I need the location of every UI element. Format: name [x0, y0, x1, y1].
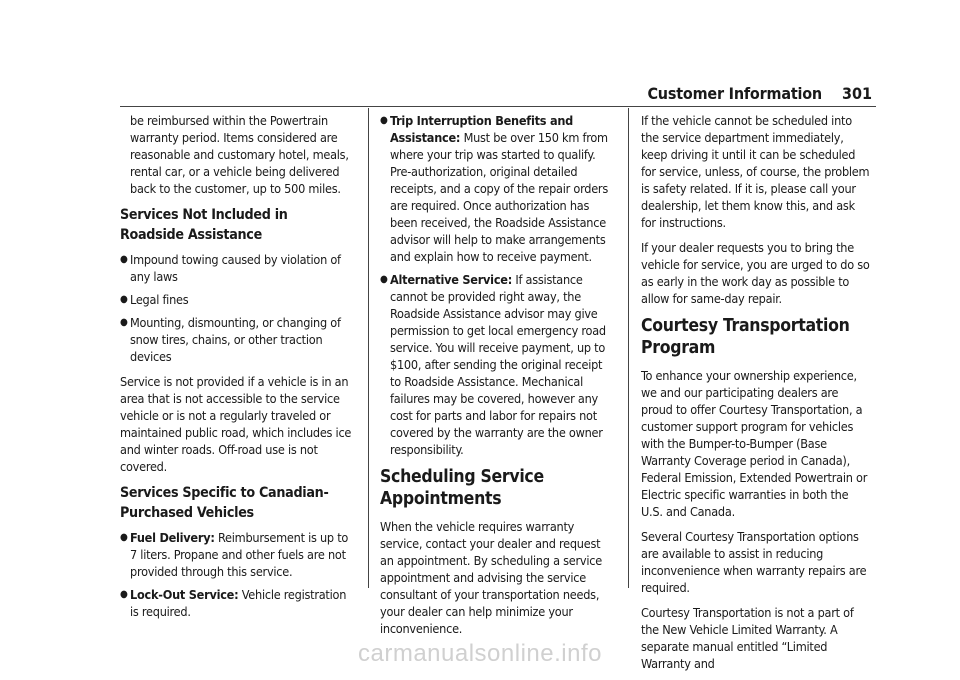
- heading-courtesy-transportation: Courtesy Transportation Program: [641, 316, 850, 358]
- list-item: ● Fuel Delivery: Reimbursement is up to 7 liters. Propane and other fuels are not provided through this service.: [120, 530, 349, 579]
- column-1: [120, 112, 352, 628]
- paragraph: Courtesy Transportation is not a part of the New Vehicle Limited Warranty. A separate manual entitled “Limited Warranty and: [641, 605, 854, 671]
- list-item: ● Alternative Service: If assistance cannot be provided right away, the Roadside Assistance advisor may give permission to get local emergency road service. You will receive payment, up to $100, after sending the original receipt to Roadside Assistance. Mechanical failures may be covered, however any cost for parts and labor for repairs not covered by the warranty are the owner responsibility.: [380, 272, 606, 457]
- list-item: ● Trip Interruption Benefits and Assistance: Must be over 150 km from where your trip was started to qualify. Pre-authorization, original detailed receipts, and a copy of the repair orders are required. Once authorization has been received, the Roadside Assistance advisor will help to make arrangements and explain how to receive payment.: [380, 113, 608, 264]
- paragraph: When the vehicle requires warranty service, contact your dealer and request an appointment. By scheduling a service appointment and advising the service consultant of your transportation needs, your dealer can help minimize your inconvenience.: [380, 519, 602, 636]
- section-title: Customer Information: [647, 84, 822, 103]
- column-2: [380, 112, 612, 645]
- list-item: ● Impound towing caused by violation of any laws: [120, 252, 341, 284]
- watermark: carmanualsonline.info: [358, 640, 602, 667]
- bullet-icon: ●: [120, 254, 128, 265]
- column-3: [641, 112, 873, 680]
- bullet-icon: ●: [380, 274, 388, 285]
- column-divider-1: [368, 108, 369, 588]
- benefits-list: [380, 112, 612, 458]
- heading-canadian-services: Services Specific to Canadian-Purchased Vehicles: [120, 485, 329, 521]
- paragraph: If your dealer requests you to bring the vehicle for service, you are urged to do so as early in the work day as possible to allow for same-day repair.: [641, 240, 870, 306]
- bullet-icon: ●: [120, 317, 128, 328]
- paragraph: Several Courtesy Transportation options are available to assist in reducing inconvenience when warranty repairs are required.: [641, 529, 867, 595]
- page-header: [120, 84, 876, 107]
- continued-paragraph: be reimbursed within the Powertrain warranty period. Items considered are reasonable and customary hotel, meals, rental car, or a vehicle being delivered back to the customer, up to 500 miles.: [130, 113, 349, 196]
- column-divider-2: [628, 108, 629, 588]
- bullet-icon: ●: [120, 589, 128, 600]
- bullet-icon: ●: [120, 532, 128, 543]
- bullet-icon: ●: [120, 294, 128, 305]
- exclusions-list: [120, 251, 352, 365]
- canadian-services-list: [120, 529, 352, 620]
- list-item: ● Legal fines: [120, 292, 189, 307]
- bullet-icon: ●: [380, 115, 388, 126]
- heading-scheduling-appointments: Scheduling Service Appointments: [380, 467, 544, 509]
- page-number: 301: [841, 84, 872, 103]
- paragraph: Service is not provided if a vehicle is in an area that is not accessible to the service vehicle or is not a regularly traveled or maintained public road, which includes ice and winter roads. Off-road use is not covered.: [120, 374, 352, 474]
- paragraph: To enhance your ownership experience, we and our participating dealers are proud to offer Courtesy Transportation, a customer support program for vehicles with the Bumper-to-Bumper (Base Warranty Coverage period in Canada), Federal Emission, Extended Powertrain or Electric specific warranties in both the U.S. and Canada.: [641, 368, 868, 519]
- paragraph: If the vehicle cannot be scheduled into the service department immediately, keep driving it until it can be scheduled for service, unless, of course, the problem is safety related. If it is, please call your dealership, let them know this, and ask for instructions.: [641, 113, 870, 230]
- list-item: ● Mounting, dismounting, or changing of snow tires, chains, or other traction devices: [120, 315, 341, 364]
- heading-services-not-included: Services Not Included in Roadside Assistance: [120, 207, 288, 243]
- list-item: ● Lock-Out Service: Vehicle registration is required.: [120, 587, 347, 619]
